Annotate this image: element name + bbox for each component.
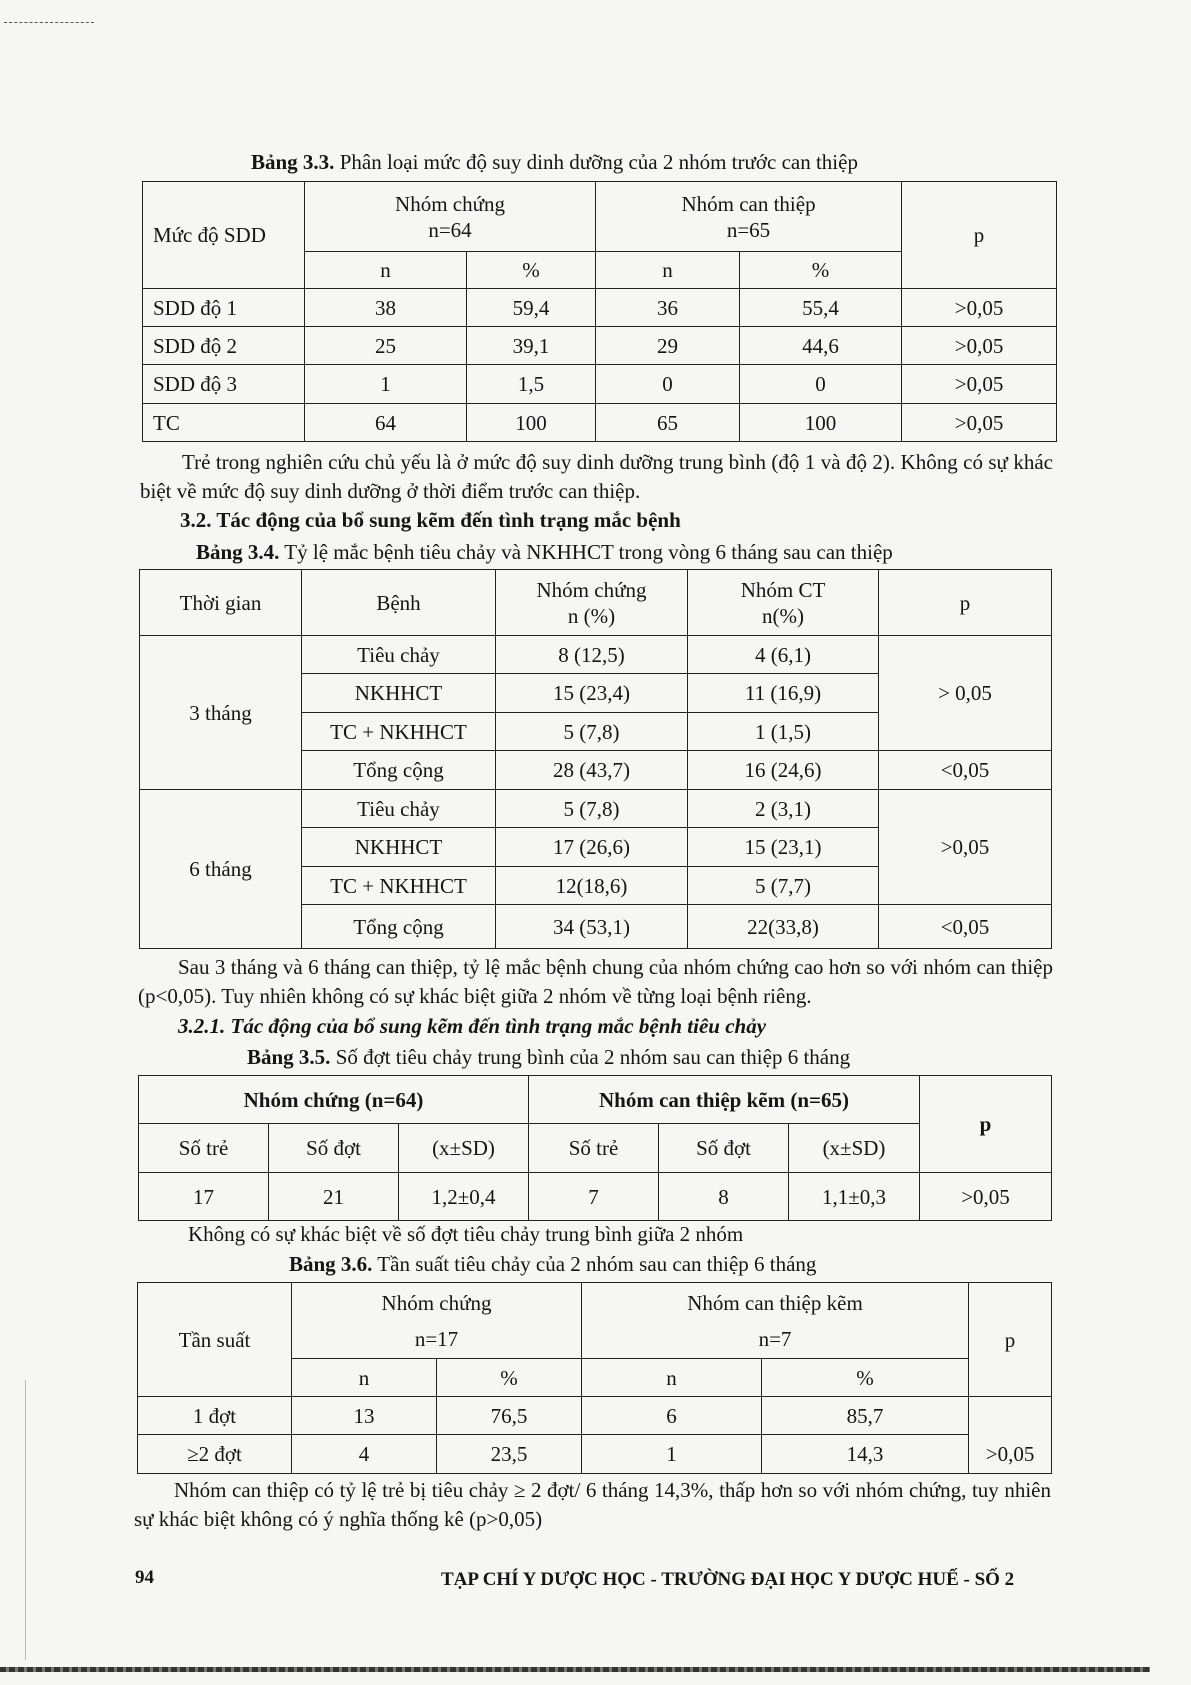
table-3-5	[138, 1075, 1052, 1221]
table-row: ≥2 đợt 4 23,5 1 14,3	[138, 1435, 1052, 1474]
header-kids: Số trẻ	[139, 1124, 269, 1173]
table-row: TC + NKHHCT 5 (7,8) 1 (1,5)	[140, 713, 1052, 751]
table-row: SDD độ 1 38 59,4 36 55,4 >0,05	[143, 289, 1057, 327]
section-heading-3-2: 3.2. Tác động của bổ sung kẽm đến tình trạng mắc bệnh	[180, 508, 681, 532]
p-total-6-months: <0,05	[879, 905, 1052, 949]
table-row: 1 đợt 13 76,5 6 85,7 >0,05	[138, 1397, 1052, 1435]
header-n: n	[305, 252, 467, 289]
header-pct: %	[437, 1359, 582, 1397]
table-3-3	[142, 181, 1057, 442]
table-row: SDD độ 2 25 39,1 29 44,6 >0,05	[143, 327, 1057, 365]
table-row: 17 21 1,2±0,4 7 8 1,1±0,3 >0,05	[139, 1173, 1052, 1221]
header-mean-sd: (x±SD)	[789, 1124, 920, 1173]
table-row: 6 tháng Tiêu chảy 5 (7,8) 2 (3,1) >0,05	[140, 790, 1052, 828]
table-3-4	[139, 569, 1052, 949]
table-row: NKHHCT 17 (26,6) 15 (23,1)	[140, 828, 1052, 867]
table-3-3-title: Phân loại mức độ suy dinh dưỡng của 2 nhóm trước can thiệp	[334, 150, 858, 174]
header-p: p	[879, 570, 1052, 636]
table-row: 3 tháng Tiêu chảy 8 (12,5) 4 (6,1) > 0,05	[140, 636, 1052, 674]
table-row: TC 64 100 65 100 >0,05	[143, 404, 1057, 442]
header-pct: %	[762, 1359, 969, 1397]
scan-bottom-edge	[0, 1667, 1150, 1672]
header-control: Nhóm chứng (n=64)	[139, 1076, 529, 1124]
scan-artifact-mark	[4, 22, 94, 24]
journal-footer: TẠP CHÍ Y DƯỢC HỌC - TRƯỜNG ĐẠI HỌC Y DƯỢC HUẾ - SỐ 2	[441, 1569, 1015, 1590]
p-total-3-months: <0,05	[879, 751, 1052, 790]
header-pct: %	[467, 252, 596, 289]
header-intervention-group: Nhóm can thiệp n=65	[596, 182, 902, 252]
paragraph-2: Sau 3 tháng và 6 tháng can thiệp, tỷ lệ mắc bệnh chung của nhóm chứng cao hơn so với nhóm can thiệp (p<0,05). Tuy nhiên không có sự khác biệt giữa 2 nhóm về từng loại bệnh riêng.	[138, 955, 1053, 1008]
table-3-3-label: Bảng 3.3.	[251, 150, 335, 174]
table-3-4-label: Bảng 3.4.	[196, 540, 280, 564]
table-3-3-caption	[251, 150, 858, 175]
group-6-months: 6 tháng	[140, 790, 302, 949]
table-3-4-title: Tỷ lệ mắc bệnh tiêu chảy và NKHHCT trong vòng 6 tháng sau can thiệp	[279, 540, 893, 564]
table-3-5-caption	[247, 1045, 850, 1070]
table-3-6-title: Tần suất tiêu chảy của 2 nhóm sau can thiệp 6 tháng	[372, 1252, 817, 1276]
header-intervention: Nhóm can thiệp kẽm (n=65)	[529, 1076, 920, 1124]
header-episodes: Số đợt	[659, 1124, 789, 1173]
p-merged-6-months: >0,05	[879, 790, 1052, 905]
paragraph-3: Không có sự khác biệt về số đợt tiêu chảy trung bình giữa 2 nhóm	[188, 1222, 744, 1246]
paragraph-4: Nhóm can thiệp có tỷ lệ trẻ bị tiêu chảy ≥ 2 đợt/ 6 tháng 14,3%, thấp hơn so với nhóm chứng, tuy nhiên sự khác biệt không có ý nghĩa thống kê (p>0,05)	[134, 1478, 1051, 1531]
paragraph-1: Trẻ trong nghiên cứu chủ yếu là ở mức độ suy dinh dưỡng trung bình (độ 1 và độ 2). Không có sự khác biệt về mức độ suy dinh dưỡng ở thời điểm trước can thiệp.	[140, 450, 1053, 503]
table-row: Tổng cộng 34 (53,1) 22(33,8) <0,05	[140, 905, 1052, 949]
header-level: Mức độ SDD	[143, 182, 305, 289]
table-3-6-caption	[289, 1252, 816, 1277]
header-control-group: Nhóm chứng n=17	[292, 1283, 582, 1359]
header-frequency: Tần suất	[138, 1283, 292, 1397]
header-pct: %	[740, 252, 902, 289]
table-3-5-label: Bảng 3.5.	[247, 1045, 331, 1069]
header-n: n	[582, 1359, 762, 1397]
header-mean-sd: (x±SD)	[399, 1124, 529, 1173]
p-value: >0,05	[969, 1397, 1052, 1474]
header-control-group: Nhóm chứng n=64	[305, 182, 596, 252]
header-n: n	[596, 252, 740, 289]
p-merged-3-months: > 0,05	[879, 636, 1052, 751]
group-3-months: 3 tháng	[140, 636, 302, 790]
table-3-6-label: Bảng 3.6.	[289, 1252, 373, 1276]
header-time: Thời gian	[140, 570, 302, 636]
page-number: 94	[135, 1567, 154, 1588]
header-intervention-group: Nhóm can thiệp kẽm n=7	[582, 1283, 969, 1359]
table-row: Tổng cộng 28 (43,7) 16 (24,6) <0,05	[140, 751, 1052, 790]
table-3-5-title: Số đợt tiêu chảy trung bình của 2 nhóm sau can thiệp 6 tháng	[330, 1045, 851, 1069]
table-3-4-caption	[196, 540, 893, 565]
header-ct: Nhóm CT n(%)	[688, 570, 879, 636]
header-n: n	[292, 1359, 437, 1397]
header-control: Nhóm chứng n (%)	[496, 570, 688, 636]
scan-margin-line	[25, 1380, 26, 1660]
table-row: SDD độ 3 1 1,5 0 0 >0,05	[143, 365, 1057, 404]
header-p: p	[969, 1283, 1052, 1397]
header-episodes: Số đợt	[269, 1124, 399, 1173]
table-3-6	[137, 1282, 1052, 1474]
header-p: p	[902, 182, 1057, 289]
table-row: NKHHCT 15 (23,4) 11 (16,9)	[140, 674, 1052, 713]
header-p: p	[920, 1076, 1052, 1173]
table-row: TC + NKHHCT 12(18,6) 5 (7,7)	[140, 867, 1052, 905]
section-heading-3-2-1: 3.2.1. Tác động của bổ sung kẽm đến tình trạng mắc bệnh tiêu chảy	[178, 1014, 767, 1038]
header-disease: Bệnh	[302, 570, 496, 636]
header-kids: Số trẻ	[529, 1124, 659, 1173]
